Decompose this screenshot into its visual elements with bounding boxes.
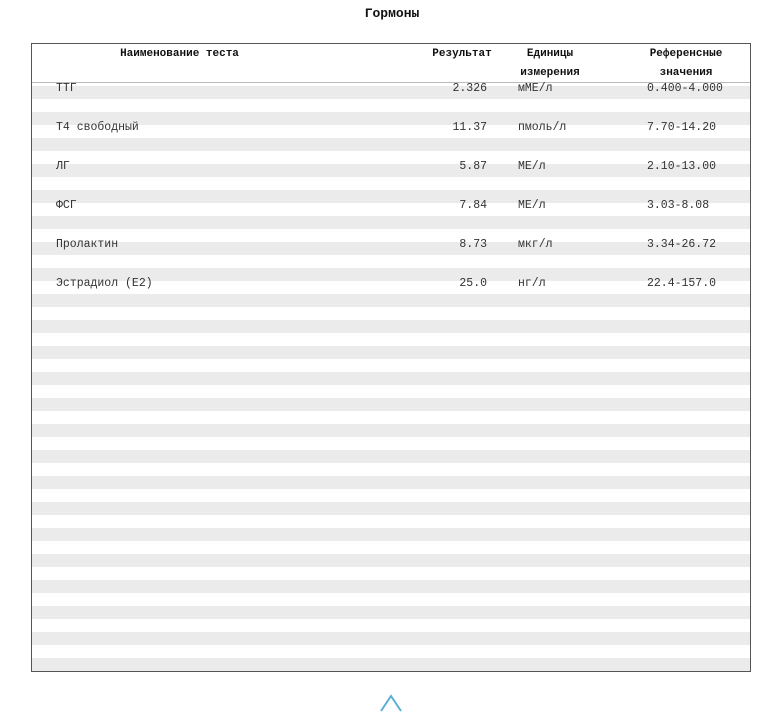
cell-units: МЕ/л — [518, 199, 546, 212]
chevron-up-icon — [379, 692, 403, 713]
cell-result: 7.84 — [459, 199, 487, 212]
cell-result: 8.73 — [459, 238, 487, 251]
cell-test-name: Эстрадиол (Е2) — [56, 277, 153, 290]
header-reference — [630, 45, 742, 83]
header-test-name: Наименование теста — [120, 48, 239, 60]
cell-test-name: ФСГ — [56, 199, 77, 212]
cell-test-name: Т4 свободный — [56, 121, 139, 134]
cell-test-name: ЛГ — [56, 160, 70, 173]
cell-result: 25.0 — [459, 277, 487, 290]
header-reference-line2: значения — [659, 67, 713, 79]
header-reference-line1: Референсные — [649, 48, 723, 60]
table-row — [32, 160, 750, 186]
cell-reference: 2.10-13.00 — [647, 160, 717, 173]
header-result: Результат — [432, 48, 492, 60]
cell-units: пмоль/л — [518, 121, 567, 134]
cell-test-name: Пролактин — [56, 238, 119, 251]
cell-test-name: ТТГ — [56, 82, 77, 95]
cell-units: мМЕ/л — [518, 82, 553, 95]
table-row — [32, 238, 750, 264]
page-title: Гормоны — [364, 6, 420, 21]
header-units-line2: измерения — [520, 67, 580, 79]
cell-result: 5.87 — [459, 160, 487, 173]
cell-units: мкг/л — [518, 238, 553, 251]
results-table — [31, 43, 751, 672]
scroll-up-button[interactable] — [379, 692, 403, 716]
table-row — [32, 199, 750, 225]
cell-reference: 7.70-14.20 — [647, 121, 717, 134]
cell-reference: 0.400-4.000 — [647, 82, 723, 95]
cell-reference: 22.4-157.0 — [647, 277, 717, 290]
cell-units: МЕ/л — [518, 160, 546, 173]
table-row — [32, 277, 750, 303]
table-header — [32, 44, 750, 83]
table-row — [32, 121, 750, 147]
cell-reference: 3.03-8.08 — [647, 199, 710, 212]
table-row — [32, 82, 750, 108]
cell-units: нг/л — [518, 277, 546, 290]
cell-reference: 3.34-26.72 — [647, 238, 717, 251]
cell-result: 11.37 — [452, 121, 487, 134]
header-units — [510, 45, 590, 83]
cell-result: 2.326 — [452, 82, 487, 95]
header-units-line1: Единицы — [526, 48, 574, 60]
